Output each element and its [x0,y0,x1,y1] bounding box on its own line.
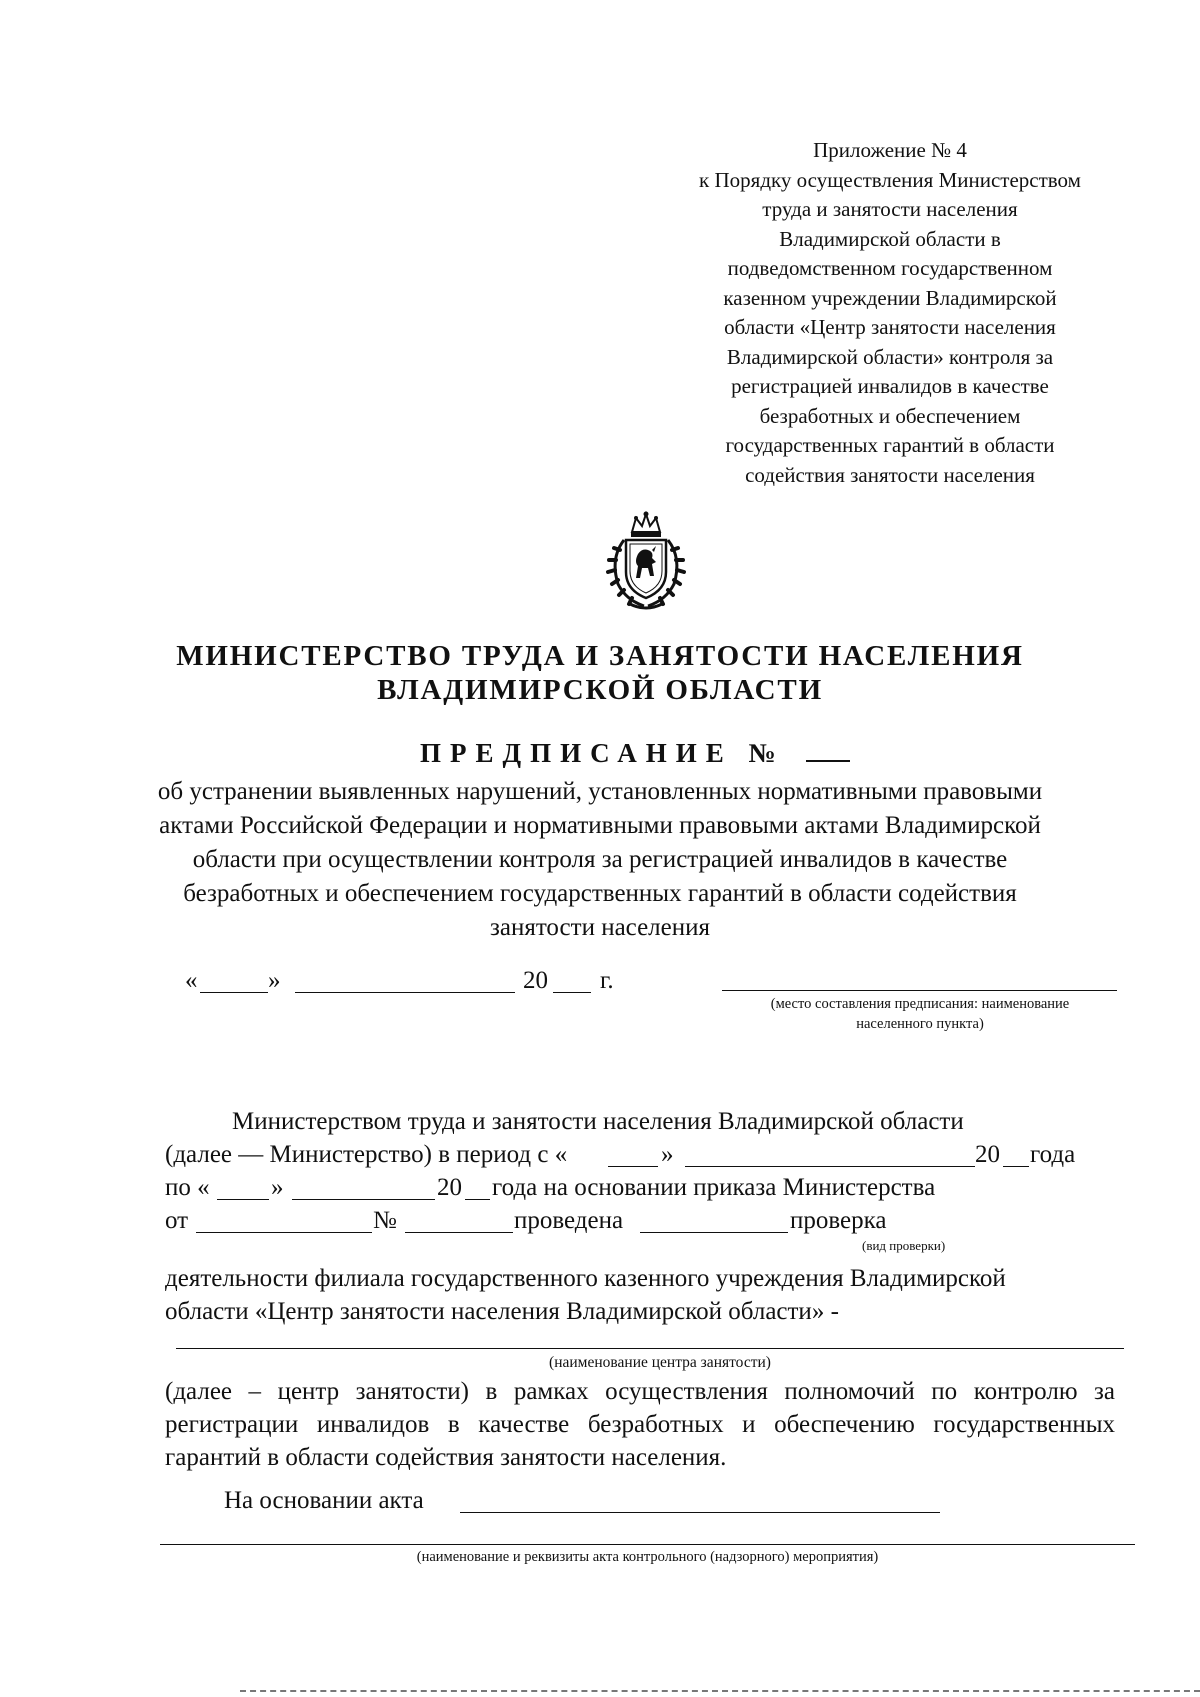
act-blank [460,1512,940,1513]
act-details-blank [160,1544,1135,1545]
appendix-line: Приложение № 4 [813,138,967,162]
body-p1-line2-c: 20 [975,1141,1000,1168]
appendix-line: Владимирской области в [779,226,1001,251]
appendix-line: регистрацией инвалидов в качестве [731,374,1049,398]
period-start-year-blank [1003,1166,1029,1167]
body-p1-line2-b: » [661,1141,674,1168]
date-open-quote: « [185,967,198,994]
appendix-block [660,136,1120,490]
date-close-quote: » [268,967,281,994]
body-p3-line3: гарантий в области содействия занятости населения. [165,1444,727,1471]
coat-of-arms-icon [596,510,696,612]
subtitle-line: актами Российской Федерации и нормативными правовыми актами Владимирской [159,812,1041,839]
body-p1-line2-a: (далее — Министерство) в период с « [165,1141,568,1168]
period-start-month-blank [685,1166,975,1167]
subtitle-line: безработных и обеспечением государственных гарантий в области содействия [183,880,1017,907]
body-p1-line4-d: проверка [790,1207,887,1234]
period-end-day-blank [217,1199,269,1200]
appendix-line: государственных гарантий в области [725,433,1055,457]
order-date-blank [196,1232,372,1233]
center-caption: (наименование центра занятости) [549,1354,771,1371]
body-p1-line4-b: № [373,1207,397,1234]
period-end-year-blank [465,1199,490,1200]
appendix-line: к Порядку осуществления Министерством [699,167,1081,192]
document-title: ПРЕДПИСАНИЕ № [420,738,785,768]
body-p1-line3-c: 20 [437,1174,462,1201]
appendix-line: подведомственном государственном [727,256,1053,280]
scan-edge-divider [240,1690,1200,1692]
order-number-blank [405,1232,513,1233]
document-number-blank [806,760,850,762]
date-year-blank [553,992,591,993]
ministry-title-line2: ВЛАДИМИРСКОЙ ОБЛАСТИ [377,674,823,706]
body-p1-line3-a: по « [165,1174,210,1201]
body-p1-line2-d: года [1030,1141,1076,1168]
check-type-caption: (вид проверки) [862,1238,946,1253]
date-day-blank [200,992,268,993]
place-blank [722,990,1117,991]
body-p1-line1: Министерством труда и занятости населения Владимирской области [232,1108,964,1135]
check-type-blank [640,1232,788,1233]
body-p1-line3-d: года на основании приказа Министерства [492,1174,936,1201]
period-end-month-blank [292,1199,435,1200]
appendix-line: области «Центр занятости населения [724,315,1056,339]
center-name-blank [176,1348,1124,1349]
document-subtitle [100,775,1100,945]
subtitle-line: об устранении выявленных нарушений, установленных нормативными правовыми [157,778,1043,805]
place-caption-line1: (место составления предписания: наименование [770,996,1070,1012]
subtitle-line: области при осуществлении контроля за регистрацией инвалидов в качестве [192,846,1008,873]
act-caption: (наименование и реквизиты акта контрольного (надзорного) мероприятия) [416,1549,879,1565]
ministry-title-line1: МИНИСТЕРСТВО ТРУДА И ЗАНЯТОСТИ НАСЕЛЕНИЯ [176,640,1024,672]
appendix-line: казенном учреждении Владимирской [723,285,1057,310]
date-year-suffix: г. [600,967,614,994]
body-p1-line3-b: » [271,1174,284,1201]
date-year-prefix: 20 [523,967,548,994]
subtitle-line: занятости населения [489,914,711,941]
place-caption-line2: населенного пункта) [856,1016,984,1032]
body-p2-line1: деятельности филиала государственного казенного учреждения Владимирской [165,1265,1006,1292]
appendix-line: безработных и обеспечением [759,403,1021,428]
appendix-line: Владимирской области» контроля за [726,344,1054,369]
body-p2-line2: области «Центр занятости населения Владимирской области» - [165,1298,839,1325]
body-p1-line4-a: от [165,1207,189,1234]
act-label: На основании акта [224,1487,424,1514]
date-month-blank [295,992,515,993]
appendix-line: труда и занятости населения [762,197,1018,221]
body-p3-line1: (далее – центр занятости) в рамках осуществления полномочий по контролю за [165,1378,1115,1405]
appendix-line: содействия занятости населения [745,462,1035,487]
period-start-day-blank [608,1166,658,1167]
body-p3-line2: регистрации инвалидов в качестве безработных и обеспечению государственных [165,1411,1115,1438]
body-p1-line4-c: проведена [514,1207,624,1234]
